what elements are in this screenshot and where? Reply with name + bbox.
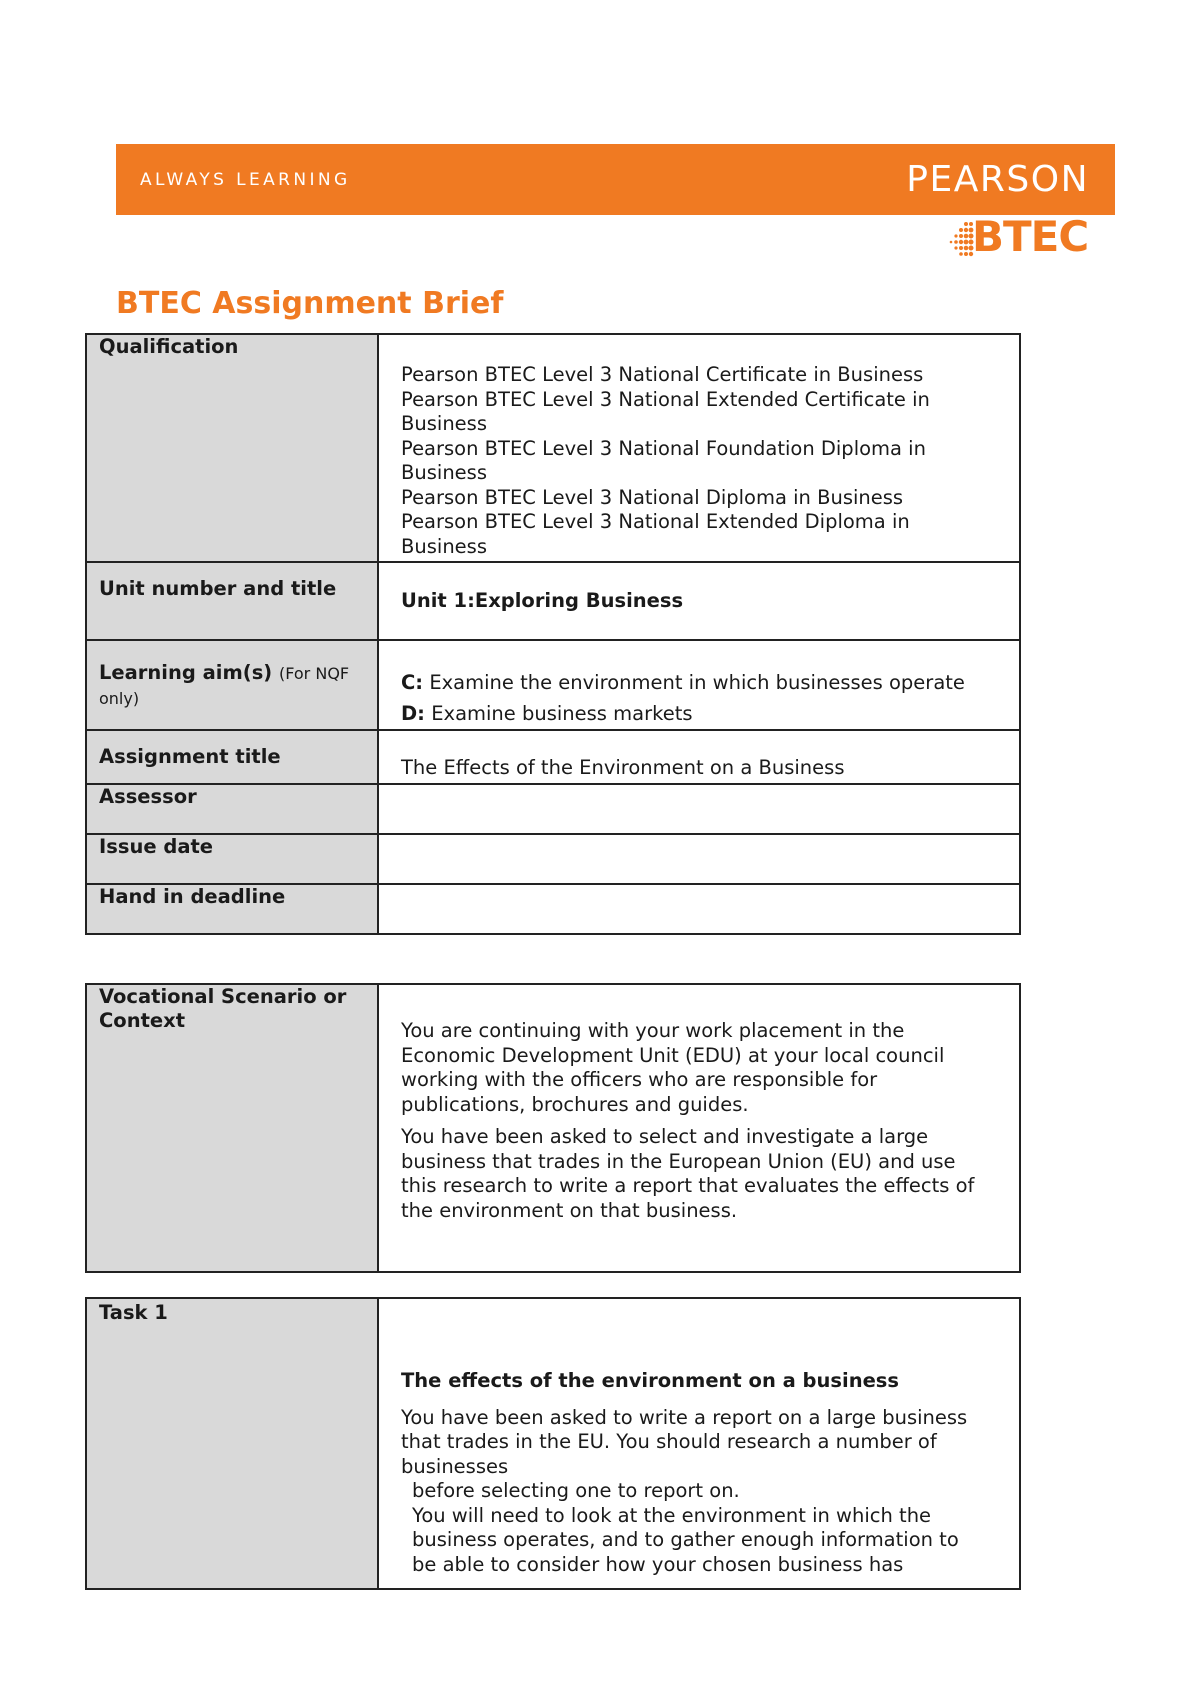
scenario-line: business that trades in the European Union (EU) and use [401,1149,956,1173]
assignment-title-label: Assignment title [99,745,281,768]
tagline: ALWAYS LEARNING [140,169,351,190]
qualification-label: Qualification [99,335,239,358]
pearson-banner [116,144,1115,215]
assessor-row [86,784,1020,834]
learning-aims-note: (For NQF only) [99,664,350,708]
issue-date-row [86,834,1020,884]
aim-code: C: [401,671,424,694]
assignment-title-row [86,730,1020,784]
deadline-label: Hand in deadline [99,885,286,908]
qualification-line: Pearson BTEC Level 3 National Extended Certificate in [401,387,930,411]
scenario-line: Economic Development Unit (EDU) at your local council [401,1043,945,1067]
deadline-value [378,884,1020,934]
learning-aim-item [401,667,1001,698]
scenario-table [85,983,1021,1273]
task-line: You will need to look at the environment in which the [412,1503,932,1527]
task-line: that trades in the EU. You should research a number of [401,1430,937,1453]
btec-dots-icon [944,220,974,260]
issue-date-value [378,834,1020,884]
assessor-label: Assessor [99,785,197,808]
scenario-line: this research to write a report that evaluates the effects of [401,1174,975,1197]
task-heading: The effects of the environment on a business [401,1369,900,1392]
pearson-wordmark: PEARSON [906,159,1089,200]
scenario-label: Vocational Scenario or Context [99,985,347,1032]
btec-wordmark: BTEC [972,212,1089,261]
task-line: be able to consider how your chosen business has [412,1552,904,1576]
aim-code: D: [401,702,425,725]
learning-aim-item [401,698,1001,729]
aim-text: Examine business markets [431,702,693,725]
unit-label: Unit number and title [99,577,337,600]
issue-date-label: Issue date [99,835,214,858]
learning-aims-label: Learning aim(s) [99,661,273,684]
scenario-line: the environment on that business. [401,1198,738,1222]
qualification-line: Pearson BTEC Level 3 National Certificate in Business [401,363,924,386]
page-title: BTEC Assignment Brief [116,286,504,321]
task-table [85,1297,1021,1590]
unit-value: Unit 1:Exploring Business [401,589,684,612]
task-line: You have been asked to write a report on a large business [401,1405,968,1429]
task-line: businesses [401,1454,509,1478]
aim-text: Examine the environment in which businesses operate [429,671,965,694]
qualification-line: Pearson BTEC Level 3 National Extended Diploma in [401,510,910,533]
task-line: business operates, and to gather enough information to [412,1528,959,1551]
qualification-line: Business [401,461,487,484]
info-table [85,333,1021,935]
deadline-row [86,884,1020,934]
scenario-line: working with the officers who are responsible for [401,1068,878,1091]
scenario-row [86,984,1020,1272]
qualification-value [378,334,1020,562]
scenario-line: You are continuing with your work placement in the [401,1019,905,1042]
learning-aims-row [86,640,1020,730]
task-label: Task 1 [99,1301,168,1324]
scenario-line: publications, brochures and guides. [401,1092,749,1116]
qualification-line: Business [401,534,487,558]
qualification-line: Business [401,412,487,435]
task-row [86,1298,1020,1589]
qualification-row [86,334,1020,562]
btec-logo [944,212,1094,264]
scenario-line: You have been asked to select and investigate a large [401,1125,929,1148]
assessor-value [378,784,1020,834]
task-line: before selecting one to report on. [412,1479,740,1502]
unit-row [86,562,1020,640]
assignment-title-value: The Effects of the Environment on a Business [401,756,845,779]
qualification-line: Pearson BTEC Level 3 National Diploma in Business [401,485,904,509]
qualification-line: Pearson BTEC Level 3 National Foundation Diploma in [401,436,926,460]
